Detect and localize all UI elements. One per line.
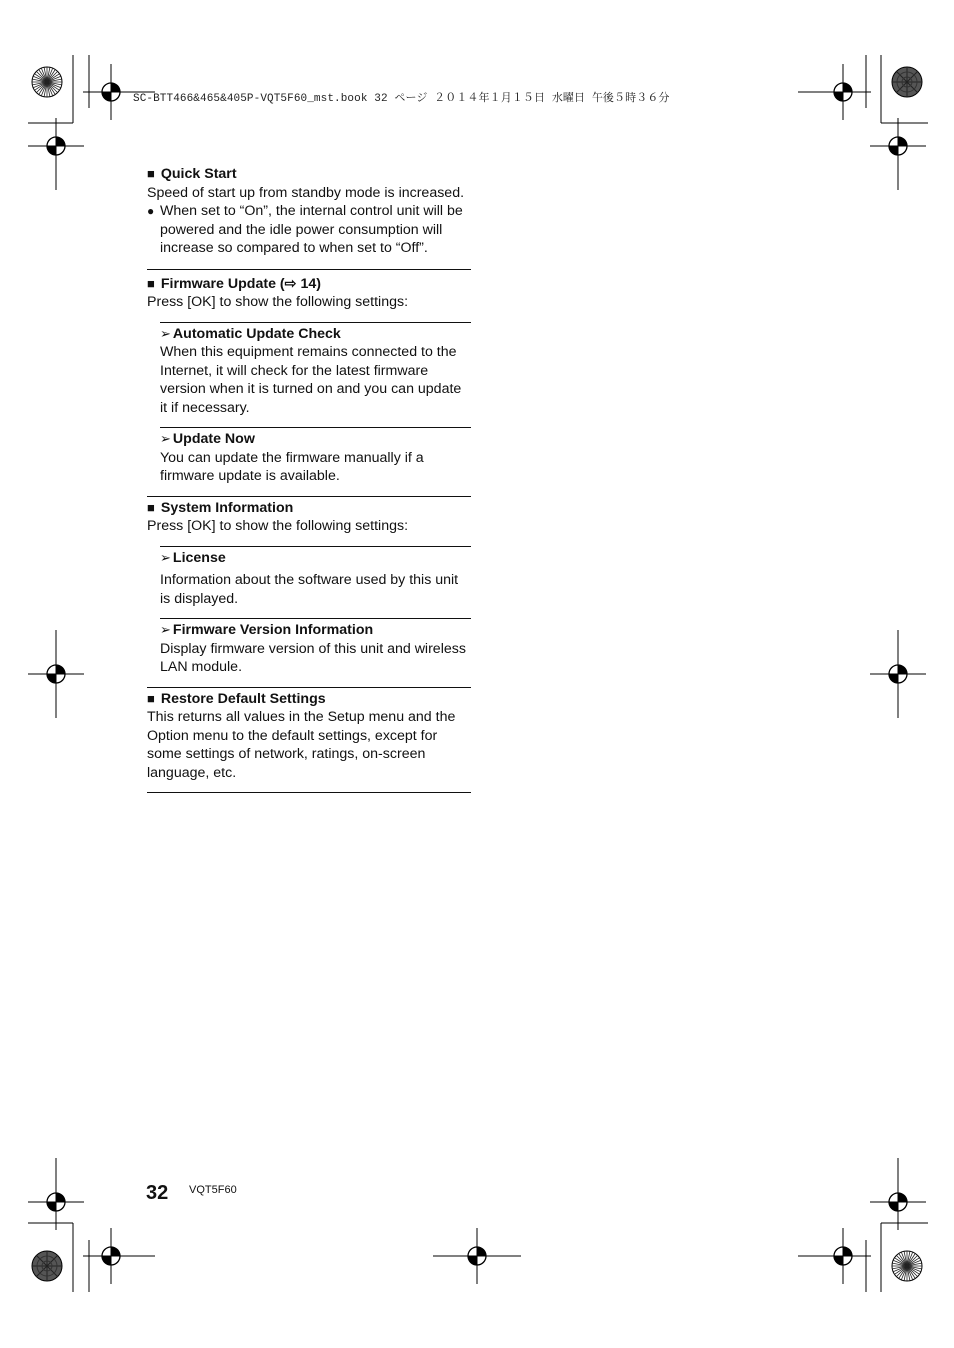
note-text: When set to “On”, the internal control unit will be powered and the idle power consumption will increase so compared to when set to “Off”. (160, 203, 463, 256)
arrow-bullet-icon: ➢ (160, 549, 171, 565)
square-bullet-icon: ■ (147, 166, 155, 181)
divider (147, 269, 471, 270)
print-header-line: SC-BTT466&465&405P-VQT5F60_mst.book 32 ページ ２０１４年１月１５日 水曜日 午後５時３６分 (133, 93, 670, 105)
quick-start-section (147, 165, 471, 258)
firmware-version-item (160, 621, 471, 677)
arrow-bullet-icon: ➢ (160, 325, 171, 341)
divider (147, 496, 471, 497)
divider (147, 687, 471, 688)
system-information-section (147, 499, 471, 536)
restore-default-settings-section (147, 690, 471, 783)
square-bullet-icon: ■ (147, 690, 155, 706)
item-title: ➢ Automatic Update Check (160, 325, 341, 342)
arrow-bullet-icon: ➢ (160, 622, 171, 637)
automatic-update-check-item (160, 325, 471, 418)
section-body: This returns all values in the Setup menu and the Option menu to the default settings, except for some settings of network, ratings, on-screen language, etc. (147, 709, 456, 781)
page-number: 32 (146, 1182, 169, 1204)
item-body: When this equipment remains connected to the Internet, it will check for the latest firmware version when it is turned on and you can update it if necessary. (160, 344, 462, 416)
section-body: Press [OK] to show the following settings: (147, 294, 409, 310)
document-code: VQT5F60 (189, 1184, 237, 1196)
square-bullet-icon: ■ (147, 275, 155, 291)
bullet-dot-icon: ● (147, 204, 155, 218)
arrow-bullet-icon: ➢ (160, 431, 171, 446)
item-body: Information about the software used by this unit is displayed. (160, 572, 459, 607)
update-now-item (160, 430, 471, 486)
note-item (147, 202, 471, 258)
settings-content (147, 165, 471, 793)
item-title: ➢ License (160, 549, 226, 566)
divider (147, 792, 471, 793)
section-title: ■ Restore Default Settings (147, 690, 326, 707)
item-title: ➢ Update Now (160, 431, 255, 447)
item-body: Display firmware version of this unit and wireless LAN module. (160, 640, 466, 675)
divider (160, 322, 471, 323)
item-body: You can update the firmware manually if a firmware update is available. (160, 449, 424, 484)
firmware-update-section (147, 275, 471, 312)
divider (160, 618, 471, 619)
license-item (160, 549, 471, 609)
section-body: Press [OK] to show the following settings: (147, 518, 409, 534)
square-bullet-icon: ■ (147, 499, 155, 515)
section-body: Speed of start up from standby mode is increased. (147, 184, 465, 201)
section-title: ■ System Information (147, 499, 294, 516)
section-title: ■ Quick Start (147, 166, 237, 182)
divider (160, 427, 471, 428)
section-title: ■ Firmware Update (⇨ 14) (147, 275, 321, 292)
divider (160, 546, 471, 547)
item-title: ➢ Firmware Version Information (160, 622, 374, 638)
